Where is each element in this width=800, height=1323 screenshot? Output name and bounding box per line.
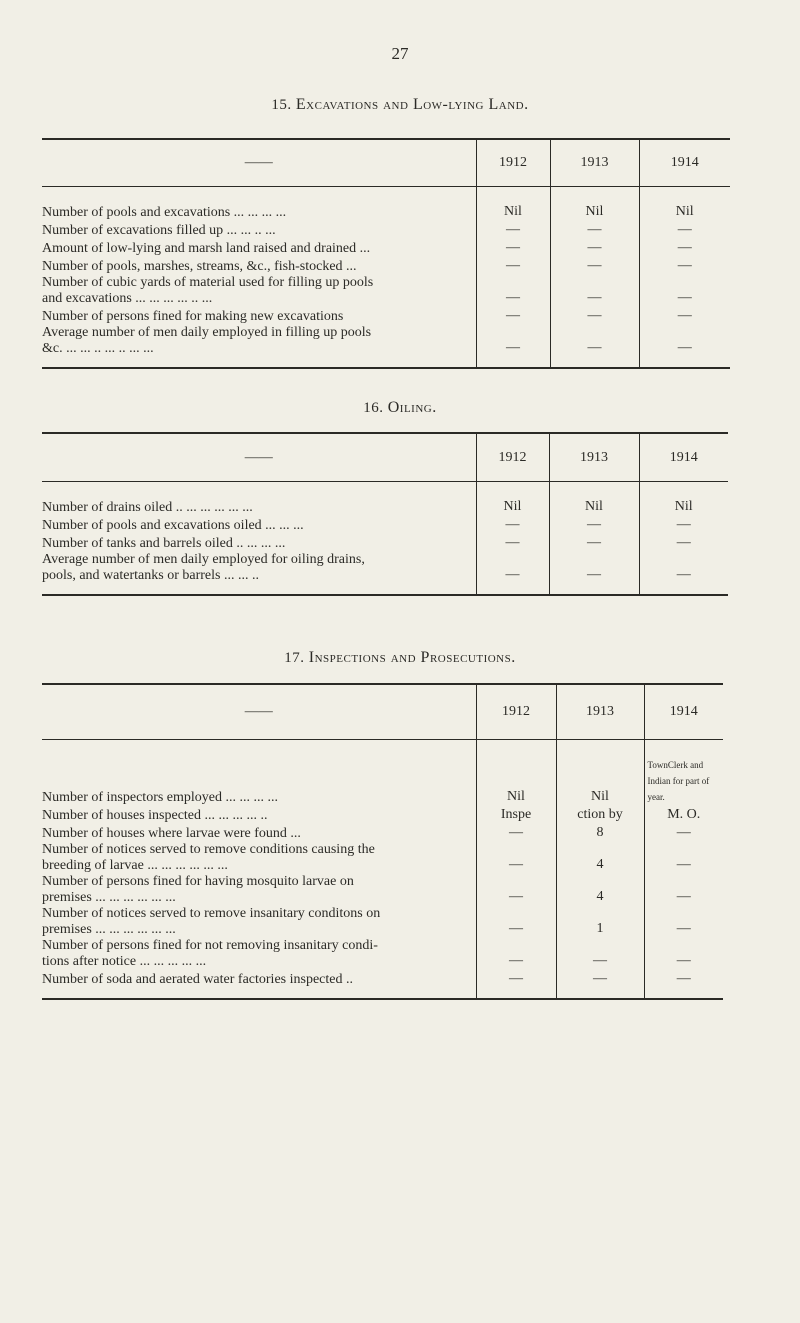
row-value: 8 bbox=[556, 824, 644, 842]
year-header: 1912 bbox=[476, 140, 550, 187]
row-value: — bbox=[476, 221, 550, 239]
row-description: Number of notices served to remove conditions causing the breeding of larvae ... ... ... ... ... ... bbox=[42, 842, 476, 874]
row-value: — bbox=[677, 222, 692, 237]
row-description: Number of soda and aerated water factories inspected .. bbox=[42, 970, 476, 988]
row-value: — bbox=[677, 240, 692, 255]
row-value: — bbox=[677, 340, 692, 355]
row-value: — bbox=[677, 258, 692, 273]
row-description: Number of persons fined for not removing insanitary condi- tions after notice ... ... ... ... ... bbox=[42, 938, 476, 970]
row-description: Number of persons fined for having mosquito larvae on premises ... ... ... ... ... ... bbox=[42, 874, 476, 906]
table-row bbox=[42, 806, 723, 824]
row-value: — bbox=[476, 552, 549, 584]
table-header-row bbox=[42, 434, 728, 482]
row-value: 1 bbox=[556, 906, 644, 938]
header-label: —— bbox=[42, 685, 476, 740]
row-description: Number of pools and excavations ... ... ... ... bbox=[42, 203, 476, 221]
row-description: Number of persons fined for making new excavations bbox=[42, 307, 476, 325]
table-row bbox=[42, 756, 723, 806]
table-row bbox=[42, 906, 723, 938]
section-heading: Inspections and Prosecutions. bbox=[308, 649, 516, 666]
row-value: — bbox=[476, 970, 556, 988]
table-row bbox=[42, 239, 730, 257]
row-description: Number of houses where larvae were found ... bbox=[42, 824, 476, 842]
table-row bbox=[42, 203, 730, 221]
year-header: 1914 bbox=[639, 140, 730, 187]
year-header: 1914 bbox=[639, 434, 728, 482]
row-description: Average number of men daily employed in filling up pools &c. ... ... .. ... .. ... ... bbox=[42, 325, 476, 357]
table-row bbox=[42, 534, 728, 552]
row-value: — bbox=[677, 308, 692, 323]
header-label: —— bbox=[42, 434, 476, 482]
row-value: — bbox=[476, 325, 550, 357]
statistics-table bbox=[42, 138, 730, 369]
row-description: Number of houses inspected ... ... ... ... .. bbox=[42, 806, 476, 824]
table-row bbox=[42, 257, 730, 275]
row-value: — bbox=[476, 275, 550, 307]
row-value: — bbox=[476, 906, 556, 938]
row-description: Number of pools and excavations oiled ... ... ... bbox=[42, 516, 476, 534]
row-value: — bbox=[476, 239, 550, 257]
table-row bbox=[42, 824, 723, 842]
row-description: Number of pools, marshes, streams, &c., fish-stocked ... bbox=[42, 257, 476, 275]
row-value: — bbox=[676, 889, 691, 904]
row-value: — bbox=[549, 534, 639, 552]
row-value: — bbox=[676, 517, 691, 532]
row-value: Nil bbox=[476, 756, 556, 806]
row-description: Number of inspectors employed ... ... ... ... bbox=[42, 756, 476, 806]
statistics-table bbox=[42, 432, 728, 596]
row-description: Number of drains oiled .. ... ... ... ... ... bbox=[42, 498, 476, 516]
row-value: Nil bbox=[550, 203, 639, 221]
section-title bbox=[0, 399, 800, 417]
row-value: Nil bbox=[674, 499, 693, 514]
section-number: 17. bbox=[284, 650, 309, 666]
row-value: — bbox=[676, 567, 691, 582]
row-value: — bbox=[476, 842, 556, 874]
statistics-table bbox=[42, 683, 723, 1000]
row-value: — bbox=[556, 970, 644, 988]
row-value: — bbox=[476, 824, 556, 842]
section-title bbox=[0, 96, 800, 114]
row-value: TownClerk and Indian for part of year. bbox=[647, 760, 710, 802]
table-header-row bbox=[42, 685, 723, 740]
table-row bbox=[42, 221, 730, 239]
row-value: — bbox=[476, 257, 550, 275]
year-header: 1914 bbox=[644, 685, 723, 740]
year-header: 1913 bbox=[549, 434, 639, 482]
table-row bbox=[42, 275, 730, 307]
row-value: Nil bbox=[476, 498, 549, 516]
section-title bbox=[0, 649, 800, 667]
year-header: 1912 bbox=[476, 685, 556, 740]
table-row bbox=[42, 970, 723, 988]
row-description: Number of notices served to remove insanitary conditons on premises ... ... ... ... ... ... bbox=[42, 906, 476, 938]
row-value: — bbox=[549, 516, 639, 534]
row-value: — bbox=[550, 257, 639, 275]
section-number: 16. bbox=[363, 400, 388, 416]
table-row bbox=[42, 325, 730, 357]
row-value: — bbox=[476, 938, 556, 970]
row-description: Average number of men daily employed for oiling drains, pools, and watertanks or barrels ... ... .. bbox=[42, 552, 476, 584]
page-number: 27 bbox=[391, 44, 409, 63]
row-value: — bbox=[550, 221, 639, 239]
table-row bbox=[42, 498, 728, 516]
row-value: — bbox=[550, 239, 639, 257]
row-value: — bbox=[676, 535, 691, 550]
row-value: ction by bbox=[556, 806, 644, 824]
table-row bbox=[42, 938, 723, 970]
section-heading: Oiling. bbox=[387, 399, 437, 416]
row-description: Amount of low-lying and marsh land raised and drained ... bbox=[42, 239, 476, 257]
row-description: Number of cubic yards of material used for filling up pools and excavations ... ... ... ... .. ... bbox=[42, 275, 476, 307]
row-value: — bbox=[476, 516, 549, 534]
row-description: Number of excavations filled up ... ... .. ... bbox=[42, 221, 476, 239]
row-value: — bbox=[476, 874, 556, 906]
row-value: — bbox=[556, 938, 644, 970]
table-row bbox=[42, 842, 723, 874]
row-value: — bbox=[677, 290, 692, 305]
year-header: 1912 bbox=[476, 434, 549, 482]
table-row bbox=[42, 307, 730, 325]
table-header-row bbox=[42, 140, 730, 187]
row-value: Nil bbox=[675, 204, 694, 219]
row-value: — bbox=[550, 307, 639, 325]
table-row bbox=[42, 552, 728, 584]
row-value: — bbox=[676, 953, 691, 968]
row-value: — bbox=[550, 325, 639, 357]
row-value: Inspe bbox=[476, 806, 556, 824]
year-header: 1913 bbox=[550, 140, 639, 187]
row-value: Nil bbox=[476, 203, 550, 221]
row-value: — bbox=[550, 275, 639, 307]
year-header: 1913 bbox=[556, 685, 644, 740]
row-value: — bbox=[476, 534, 549, 552]
table-row bbox=[42, 516, 728, 534]
row-value: — bbox=[676, 825, 691, 840]
row-value: Nil bbox=[549, 498, 639, 516]
header-label: —— bbox=[42, 140, 476, 187]
row-value: 4 bbox=[556, 874, 644, 906]
row-value: Nil bbox=[556, 756, 644, 806]
row-value: — bbox=[676, 971, 691, 986]
row-value: — bbox=[476, 307, 550, 325]
table-row bbox=[42, 874, 723, 906]
section-heading: Excavations and Low-lying Land. bbox=[295, 96, 529, 113]
row-description: Number of tanks and barrels oiled .. ... ... ... bbox=[42, 534, 476, 552]
row-value: M. O. bbox=[667, 807, 701, 822]
row-value: 4 bbox=[556, 842, 644, 874]
row-value: — bbox=[549, 552, 639, 584]
section-number: 15. bbox=[271, 97, 296, 113]
row-value: — bbox=[676, 921, 691, 936]
row-value: — bbox=[676, 857, 691, 872]
